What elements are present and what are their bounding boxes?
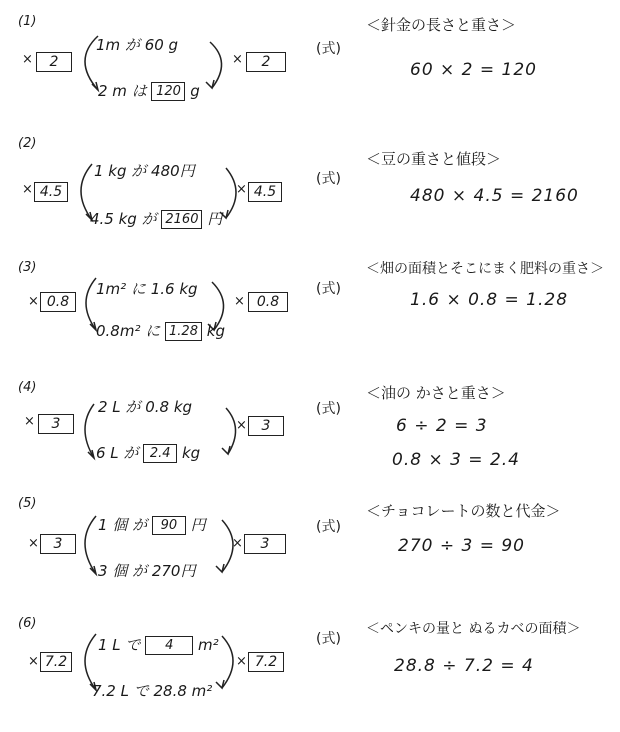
answer-prefix: 2 m は <box>98 82 147 100</box>
left-multiplier-box: 3 <box>38 414 74 434</box>
answer-unit: kg <box>206 322 225 340</box>
answer-box: 1.28 <box>165 322 202 341</box>
right-multiplier-box: 3 <box>248 416 284 436</box>
answer-box: 2160 <box>161 210 202 229</box>
answer-line <box>96 442 200 463</box>
equation: 480 × 4.5 = 2160 <box>410 186 579 206</box>
problem-number: (5) <box>18 496 37 511</box>
topic-title: ＜畑の面積とそこにまく肥料の重さ＞ <box>366 261 604 277</box>
answer-box: 2.4 <box>143 444 177 463</box>
answer-box: 120 <box>151 82 185 101</box>
answer-box: 4 <box>145 636 193 655</box>
answer-prefix: 4.5 kg が <box>90 210 157 228</box>
times-sign: × <box>28 294 39 309</box>
problem-number: (4) <box>18 380 37 395</box>
equation: 28.8 ÷ 7.2 = 4 <box>394 656 534 676</box>
right-multiplier-box: 3 <box>244 534 286 554</box>
arc-arrows <box>0 378 620 496</box>
times-sign: × <box>234 294 245 309</box>
times-sign: × <box>236 654 247 669</box>
formula-label: (式) <box>316 281 341 297</box>
answer-unit: kg <box>182 444 201 462</box>
times-sign: × <box>236 418 247 433</box>
answer-line <box>90 208 222 229</box>
formula-label: (式) <box>316 401 341 417</box>
problem-number: (3) <box>18 260 37 275</box>
given-prefix: 1 L で <box>98 636 141 654</box>
problem-number: (2) <box>18 136 37 151</box>
formula-label: (式) <box>316 631 341 647</box>
given-unit: m² <box>198 636 219 654</box>
left-multiplier-box: 3 <box>40 534 76 554</box>
problem-number: (6) <box>18 616 37 631</box>
equation: 1.6 × 0.8 = 1.28 <box>410 290 569 310</box>
times-sign: × <box>24 414 35 429</box>
right-multiplier-box: 2 <box>246 52 286 72</box>
answer-prefix: 0.8m² に <box>96 322 161 340</box>
equation: 6 ÷ 2 = 3 <box>396 416 488 436</box>
times-sign: × <box>236 182 247 197</box>
answer-prefix: 6 L が <box>96 444 139 462</box>
times-sign: × <box>28 654 39 669</box>
given-unit: 円 <box>190 516 206 534</box>
times-sign: × <box>28 536 39 551</box>
times-sign: × <box>232 52 243 67</box>
right-multiplier-box: 0.8 <box>248 292 288 312</box>
equation: 270 ÷ 3 = 90 <box>398 536 525 556</box>
problem-1 <box>0 12 620 130</box>
problem-6 <box>0 614 620 732</box>
formula-label: (式) <box>316 41 341 57</box>
answer-line <box>96 320 225 341</box>
times-sign: × <box>22 182 33 197</box>
problem-5 <box>0 494 620 612</box>
equation: 0.8 × 3 = 2.4 <box>392 450 520 470</box>
formula-label: (式) <box>316 171 341 187</box>
left-multiplier-box: 2 <box>36 52 72 72</box>
equation: 60 × 2 = 120 <box>410 60 537 80</box>
topic-title: ＜ペンキの量と ぬるカベの面積＞ <box>366 621 581 637</box>
given-prefix: 1 個 が <box>98 516 148 534</box>
given-line: 1m² に 1.6 kg <box>96 280 198 298</box>
answer-line <box>98 80 200 101</box>
topic-title: ＜豆の重さと値段＞ <box>366 150 502 168</box>
given-line <box>98 634 219 655</box>
left-multiplier-box: 7.2 <box>40 652 72 672</box>
problem-2 <box>0 134 620 252</box>
times-sign: × <box>232 536 243 551</box>
left-multiplier-box: 4.5 <box>34 182 68 202</box>
given-line: 1m が 60 g <box>96 36 179 54</box>
left-multiplier-box: 0.8 <box>40 292 76 312</box>
topic-title: ＜チョコレートの数と代金＞ <box>366 502 561 520</box>
topic-title: ＜油の かさと重さ＞ <box>366 384 506 402</box>
answer-line: 3 個 が 270円 <box>98 562 196 580</box>
right-multiplier-box: 7.2 <box>248 652 284 672</box>
given-line: 1 kg が 480円 <box>94 162 195 180</box>
answer-unit: g <box>190 82 200 100</box>
problem-4 <box>0 378 620 496</box>
answer-box: 90 <box>152 516 186 535</box>
given-line <box>98 514 206 535</box>
problem-3 <box>0 258 620 376</box>
right-multiplier-box: 4.5 <box>248 182 282 202</box>
times-sign: × <box>22 52 33 67</box>
given-line: 2 L が 0.8 kg <box>98 398 193 416</box>
formula-label: (式) <box>316 519 341 535</box>
topic-title: ＜針金の長さと重さ＞ <box>366 16 517 34</box>
answer-unit: 円 <box>207 210 223 228</box>
problem-number: (1) <box>18 14 37 29</box>
answer-line: 7.2 L で 28.8 m² <box>92 682 213 700</box>
